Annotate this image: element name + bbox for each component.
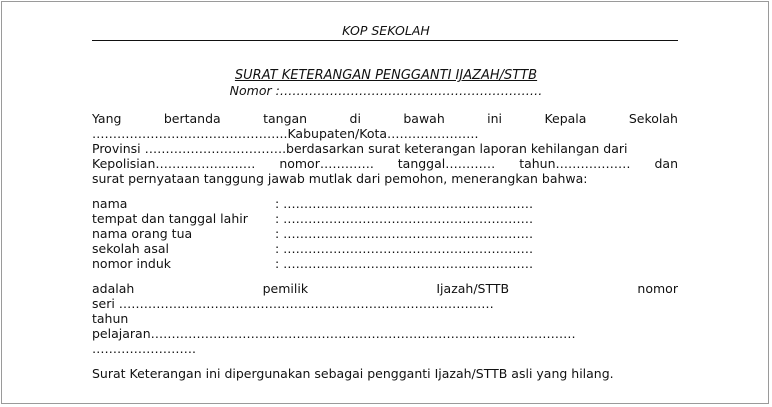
- field-value-nama: : ……………………………………………………: [275, 196, 534, 211]
- intro-line-5: surat pernyataan tanggung jawab mutlak dari pemohon, menerangkan bahwa:: [92, 171, 588, 186]
- letterhead-label: KOP SEKOLAH: [342, 23, 430, 38]
- intro-word: tanggal…………: [397, 156, 496, 171]
- field-value-birth: : ……………………………………………………: [275, 211, 534, 226]
- field-value-nis: : ……………………………………………………: [275, 256, 534, 271]
- owner-line-4: pelajaran…………………………………………………………………………………………: [92, 326, 576, 341]
- field-label-nis: nomor induk: [92, 256, 171, 271]
- owner-line-1: [92, 281, 678, 296]
- document-number: Nomor :………………………………………………………: [229, 83, 543, 98]
- intro-word: Kepolisian……………………: [92, 156, 256, 171]
- letterhead-rule: [92, 40, 678, 41]
- intro-word: bawah: [403, 111, 445, 126]
- intro-word: tangan: [263, 111, 308, 126]
- intro-word: nomor………….: [279, 156, 374, 171]
- intro-line-2: ………………………………………..Kabupaten/Kota………………….: [92, 126, 479, 141]
- intro-line-1: [92, 111, 678, 126]
- intro-word: dan: [654, 156, 678, 171]
- field-value-parent: : ……………………………………………………: [275, 226, 534, 241]
- intro-line-3: Provinsi …………………………….berdasarkan surat keterangan laporan kehilangan dari: [92, 141, 628, 156]
- intro-word: Kepala: [544, 111, 587, 126]
- intro-word: ini: [487, 111, 503, 126]
- owner-line-2: seri ………………………………………………………………………………: [92, 296, 494, 311]
- closing-statement: Surat Keterangan ini dipergunakan sebagai pengganti Ijazah/STTB asli yang hilang.: [92, 366, 614, 381]
- intro-line-4: [92, 156, 678, 171]
- field-label-parent: nama orang tua: [92, 226, 193, 241]
- document-title: SURAT KETERANGAN PENGGANTI IJAZAH/STTB: [234, 68, 538, 83]
- field-label-birth: tempat dan tanggal lahir: [92, 211, 248, 226]
- field-label-school: sekolah asal: [92, 241, 169, 256]
- intro-word: tahun………………: [519, 156, 631, 171]
- intro-word: bertanda: [163, 111, 221, 126]
- owner-word: pemilik: [262, 281, 309, 296]
- field-value-school: : ……………………………………………………: [275, 241, 534, 256]
- intro-word: Sekolah: [628, 111, 678, 126]
- intro-word: di: [349, 111, 361, 126]
- owner-word: adalah: [92, 281, 135, 296]
- field-label-nama: nama: [92, 196, 128, 211]
- intro-word: Yang: [92, 111, 122, 126]
- owner-line-3: tahun: [92, 311, 129, 326]
- owner-line-5: …………………….: [92, 341, 196, 356]
- owner-word: nomor: [637, 281, 678, 296]
- owner-word: Ijazah/STTB: [436, 281, 510, 296]
